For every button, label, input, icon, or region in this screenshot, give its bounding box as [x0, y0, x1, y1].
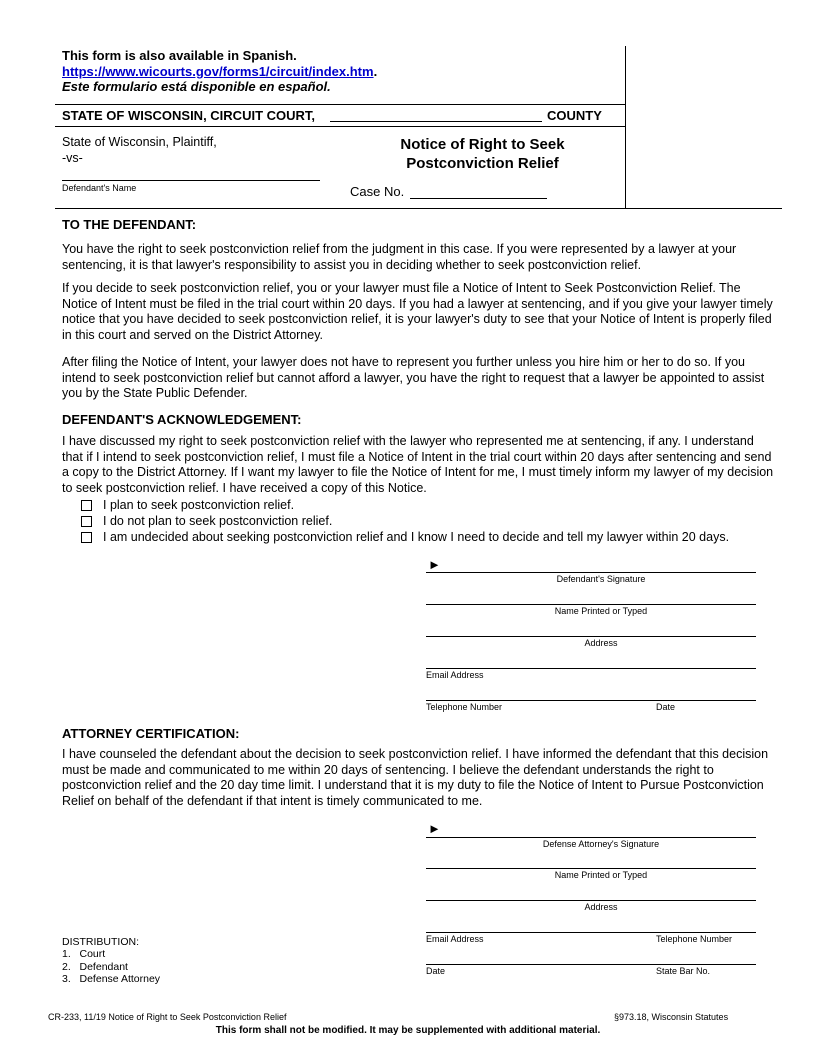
attorney-date-label: Date: [426, 966, 446, 976]
case-no-blank[interactable]: [410, 198, 547, 199]
header-divider-vertical: [625, 46, 626, 208]
title-line-1: Notice of Right to Seek: [400, 136, 565, 153]
attorney-address-label: Address: [584, 902, 618, 912]
plaintiff-label: State of Wisconsin, Plaintiff,: [62, 135, 217, 149]
defendant-date-label: Date: [656, 702, 676, 712]
plan-checkbox[interactable]: [81, 500, 92, 511]
attorney-signature-arrow-icon: ►: [428, 821, 441, 836]
court-line-label: STATE OF WISCONSIN, CIRCUIT COURT,: [62, 108, 316, 123]
distribution-block: [62, 936, 160, 985]
attorney-signature-label: Defense Attorney's Signature: [542, 839, 660, 849]
spanish-text: Este formulario está disponible en español.: [62, 79, 331, 94]
acknowledgement-heading: DEFENDANT'S ACKNOWLEDGEMENT:: [62, 412, 302, 427]
defendant-email-line[interactable]: [426, 668, 756, 669]
attorney-bar-label: State Bar No.: [656, 966, 711, 976]
acknowledgement-text: I have discussed my right to seek postconviction relief with the lawyer who represented me at sentencing, if any. I understand that if I intend to seek postconviction relief, I must file a Notice of Intent in the trial court within 20 days after sentencing and send a copy to the District Attorney. If I want my lawyer to file the Notice of Intent for me, I must timely inform my lawyer of my decision to seek postconviction relief. I have received a copy of this Notice.: [62, 434, 774, 495]
attorney-phone-label: Telephone Number: [656, 934, 733, 944]
attorney-signature-line[interactable]: [426, 837, 756, 838]
attorney-address-line[interactable]: [426, 900, 756, 901]
attorney-email-label: Email Address: [426, 934, 484, 944]
defendant-name-blank[interactable]: [62, 180, 320, 181]
defendant-email-label: Email Address: [426, 670, 484, 680]
attorney-heading: ATTORNEY CERTIFICATION:: [62, 726, 240, 741]
signature-arrow-icon: ►: [428, 557, 441, 572]
defendant-phone-line[interactable]: [426, 700, 756, 701]
defendant-paragraph-1: You have the right to seek postconviction relief from the judgment in this case. If you were represented by a lawyer at your sentencing, it is that lawyer's responsibility to assist you in deciding whether to seek postconviction relief.: [62, 242, 737, 272]
distribution-item: 3. Defense Attorney: [62, 972, 161, 985]
vs-label: -vs-: [62, 151, 83, 165]
plan-option-label: I plan to seek postconviction relief.: [103, 498, 295, 512]
defendant-address-label: Address: [584, 638, 618, 648]
page-title: [345, 135, 620, 173]
county-blank[interactable]: [330, 121, 542, 122]
defendant-name-line[interactable]: [426, 604, 756, 605]
distribution-item: 2. Defendant: [62, 960, 128, 973]
defendant-name-printed-label: Name Printed or Typed: [554, 606, 648, 616]
modification-notice: This form shall not be modified. It may be supplemented with additional material.: [215, 1025, 601, 1036]
defendant-paragraph-3: After filing the Notice of Intent, your lawyer does not have to represent you further unless you hire him or her to do so. If you intend to seek postconviction relief but cannot afford a lawyer, you have the right to request that a lawyer be appointed to assist you by the State Public Defender.: [62, 355, 765, 401]
to-defendant-heading: TO THE DEFENDANT:: [62, 217, 197, 232]
header-rule-1: [55, 104, 625, 105]
header-rule-2: [55, 126, 625, 127]
forms-url-link[interactable]: https://www.wicourts.gov/forms1/circuit/index.htm: [62, 64, 374, 79]
not-plan-option-label: I do not plan to seek postconviction relief.: [103, 514, 333, 528]
header-bottom-rule: [55, 208, 782, 209]
form-id: CR-233, 11/19 Notice of Right to Seek Postconviction Relief: [48, 1012, 287, 1022]
attorney-certification-text: I have counseled the defendant about the decision to seek postconviction relief. I have informed the defendant that this decision must be made and communicated to me within 20 days of sentencing. I believe the defendant understands the right to postconviction relief and the 20 day time limit. I understand that it is my duty to file the Notice of Intent to Pursue Postconviction Relief on behalf of the defendant if that intent is timely communicated to me.: [62, 747, 769, 808]
title-line-2: Postconviction Relief: [406, 155, 559, 172]
attorney-date-line[interactable]: [426, 964, 756, 965]
statute-reference: §973.18, Wisconsin Statutes: [614, 1012, 729, 1022]
distribution-heading: DISTRIBUTION:: [62, 936, 140, 948]
case-no-label: Case No.: [350, 184, 405, 199]
defendant-address-line[interactable]: [426, 636, 756, 637]
distribution-item: 1. Court: [62, 948, 106, 961]
spanish-notice: This form is also available in Spanish.: [62, 48, 297, 63]
defendant-signature-line[interactable]: [426, 572, 756, 573]
defendant-signature-label: Defendant's Signature: [556, 574, 646, 584]
defendant-paragraph-2: If you decide to seek postconviction relief, you or your lawyer must file a Notice of Intent to Seek Postconviction Relief. The Notice of Intent must be filed in the trial court within 20 days. If you had a lawyer at sentencing, and if you give your lawyer timely notice that you have decided to seek postconviction relief, it is your lawyer's duty to see that your Notice of Intent is properly filed in this court and served on the District Attorney.: [62, 281, 773, 342]
attorney-email-line[interactable]: [426, 932, 756, 933]
county-label: COUNTY: [547, 108, 602, 123]
undecided-checkbox[interactable]: [81, 532, 92, 543]
defendant-phone-label: Telephone Number: [426, 702, 503, 712]
forms-url-line: [62, 64, 377, 79]
defendant-name-label: Defendant's Name: [62, 183, 137, 193]
undecided-option-label: I am undecided about seeking postconviction relief and I know I need to decide and tell my lawyer within 20 days.: [103, 530, 730, 544]
attorney-name-printed-label: Name Printed or Typed: [554, 870, 648, 880]
not-plan-checkbox[interactable]: [81, 516, 92, 527]
attorney-name-line[interactable]: [426, 868, 756, 869]
url-period: .: [373, 64, 378, 79]
